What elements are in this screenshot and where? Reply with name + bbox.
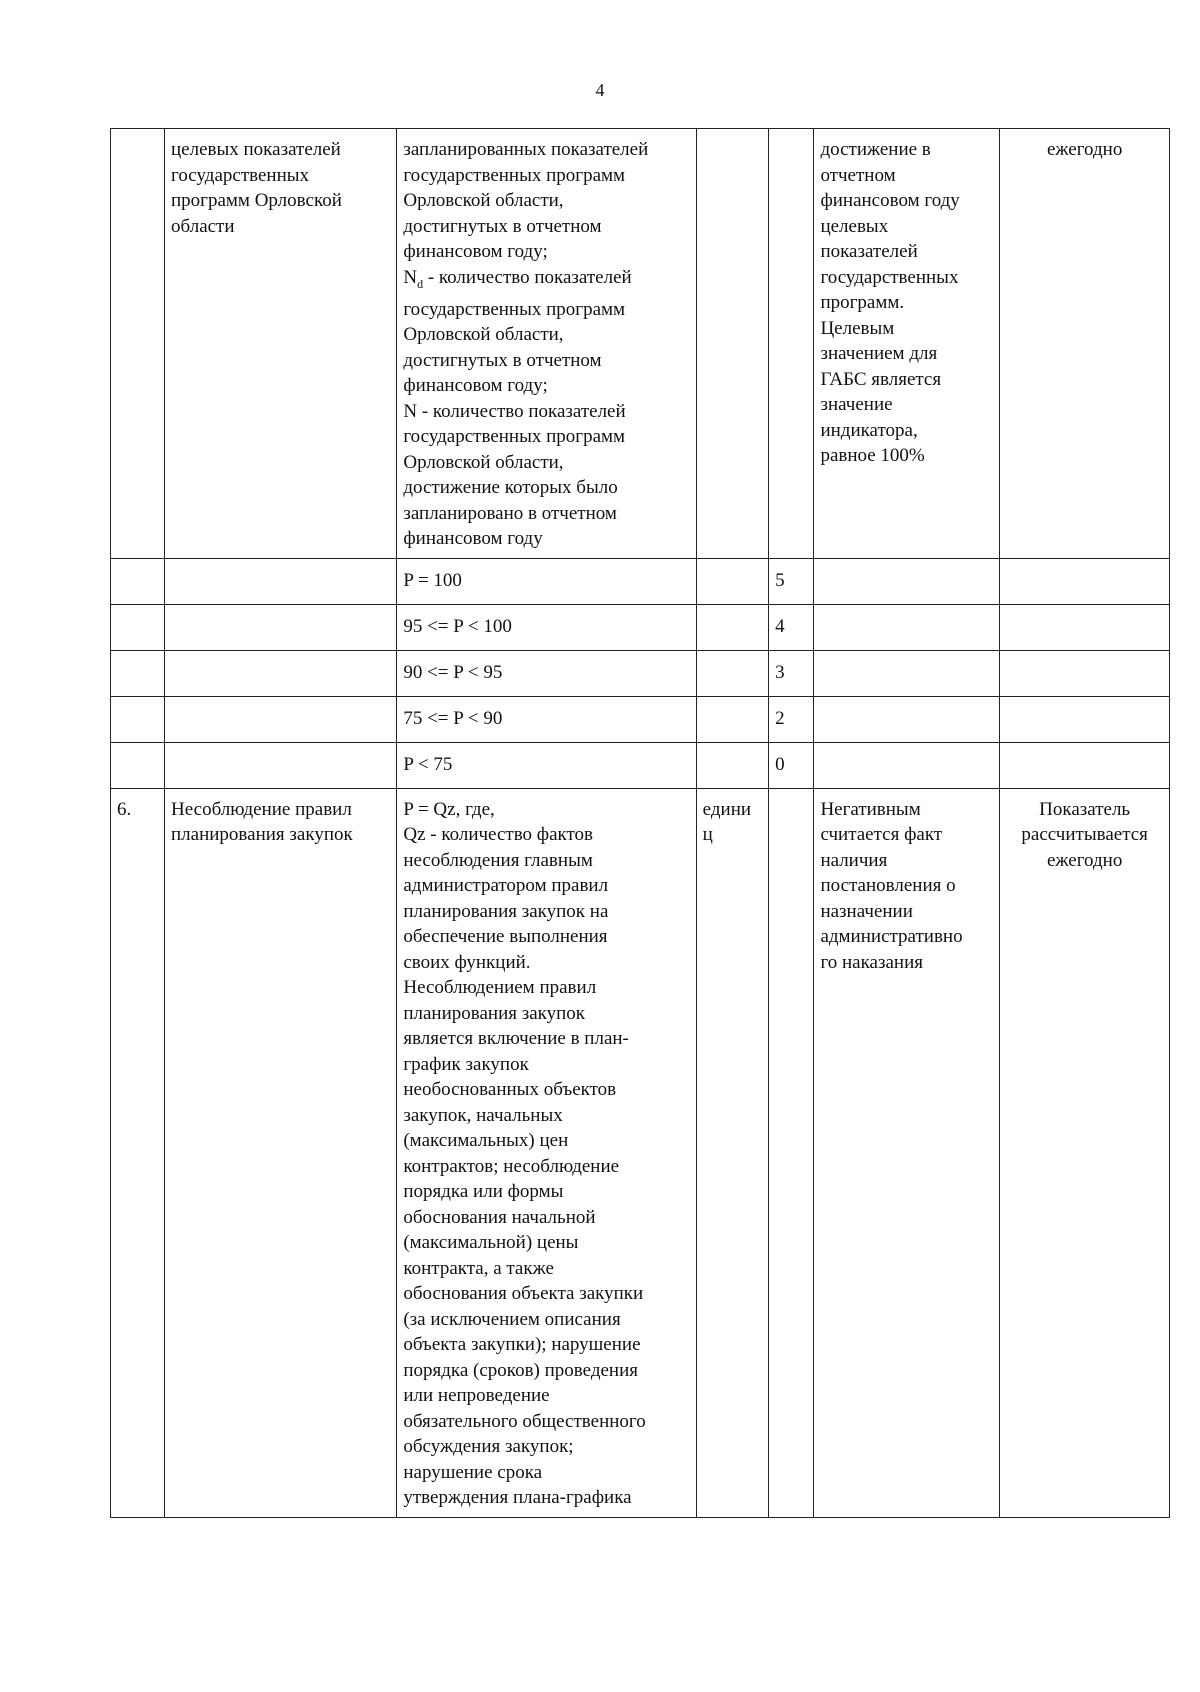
score-cell [769, 788, 814, 1517]
table-row [111, 558, 1170, 604]
comment-cell: Негативным считается факт наличия постановления о назначении административно го наказания [814, 788, 1000, 1517]
formula-text: запланированных показателей государственных программ Орловской области, достигнутых в отчетном финансовом году; [403, 139, 649, 262]
formula-subscript: d [417, 276, 424, 291]
row-number [111, 129, 165, 559]
formula-text-cont: - количество показателей государственных программ Орловской области, достигнутых в отчетном финансовом году; N - количество показателей государственных программ Орловской области, достижение которых было запланировано в отчетном финансовом году [403, 266, 632, 550]
score-condition: P = 100 [397, 558, 696, 604]
unit-cell [696, 129, 768, 559]
period-cell: Показатель рассчитывается ежегодно [1000, 788, 1170, 1517]
unit-cell: едини ц [696, 788, 768, 1517]
score-condition: P < 75 [397, 742, 696, 788]
page-number: 4 [595, 80, 605, 100]
score-value: 2 [769, 696, 814, 742]
table-row [111, 742, 1170, 788]
row-number: 6. [111, 788, 165, 1517]
score-condition: 90 <= P < 95 [397, 650, 696, 696]
table-row [111, 788, 1170, 1517]
indicator-name: Несоблюдение правил планирования закупок [165, 788, 397, 1517]
score-value: 5 [769, 558, 814, 604]
table-row [111, 604, 1170, 650]
score-value: 0 [769, 742, 814, 788]
table-row [111, 129, 1170, 559]
table-row [111, 650, 1170, 696]
indicator-formula: P = Qz, где, Qz - количество фактов несоблюдения главным администратором правил планирования закупок на обеспечение выполнения своих функций. Несоблюдением правил планирования закупок является включение в план- график закупок необоснованных объектов закупок, начальных (максимальных) цен контрактов; несоблюдение порядка или формы обоснования начальной (максимальной) цены контракта, а также обоснования объекта закупки (за исключением описания объекта закупки); нарушение порядка (сроков) проведения или непроведение обязательного общественного обсуждения закупок; нарушение срока утверждения плана-графика [397, 788, 696, 1517]
table-row [111, 696, 1170, 742]
indicator-name: целевых показателей государственных программ Орловской области [165, 129, 397, 559]
comment-cell: достижение в отчетном финансовом году целевых показателей государственных программ. Целевым значением для ГАБС является значение индикатора, равное 100% [814, 129, 1000, 559]
score-value: 3 [769, 650, 814, 696]
score-value: 4 [769, 604, 814, 650]
score-condition: 75 <= P < 90 [397, 696, 696, 742]
score-condition: 95 <= P < 100 [397, 604, 696, 650]
formula-symbol: N [403, 266, 418, 288]
indicator-formula [397, 129, 696, 559]
period-cell: ежегодно [1000, 129, 1170, 559]
score-cell [769, 129, 814, 559]
indicators-table [110, 128, 1170, 1518]
